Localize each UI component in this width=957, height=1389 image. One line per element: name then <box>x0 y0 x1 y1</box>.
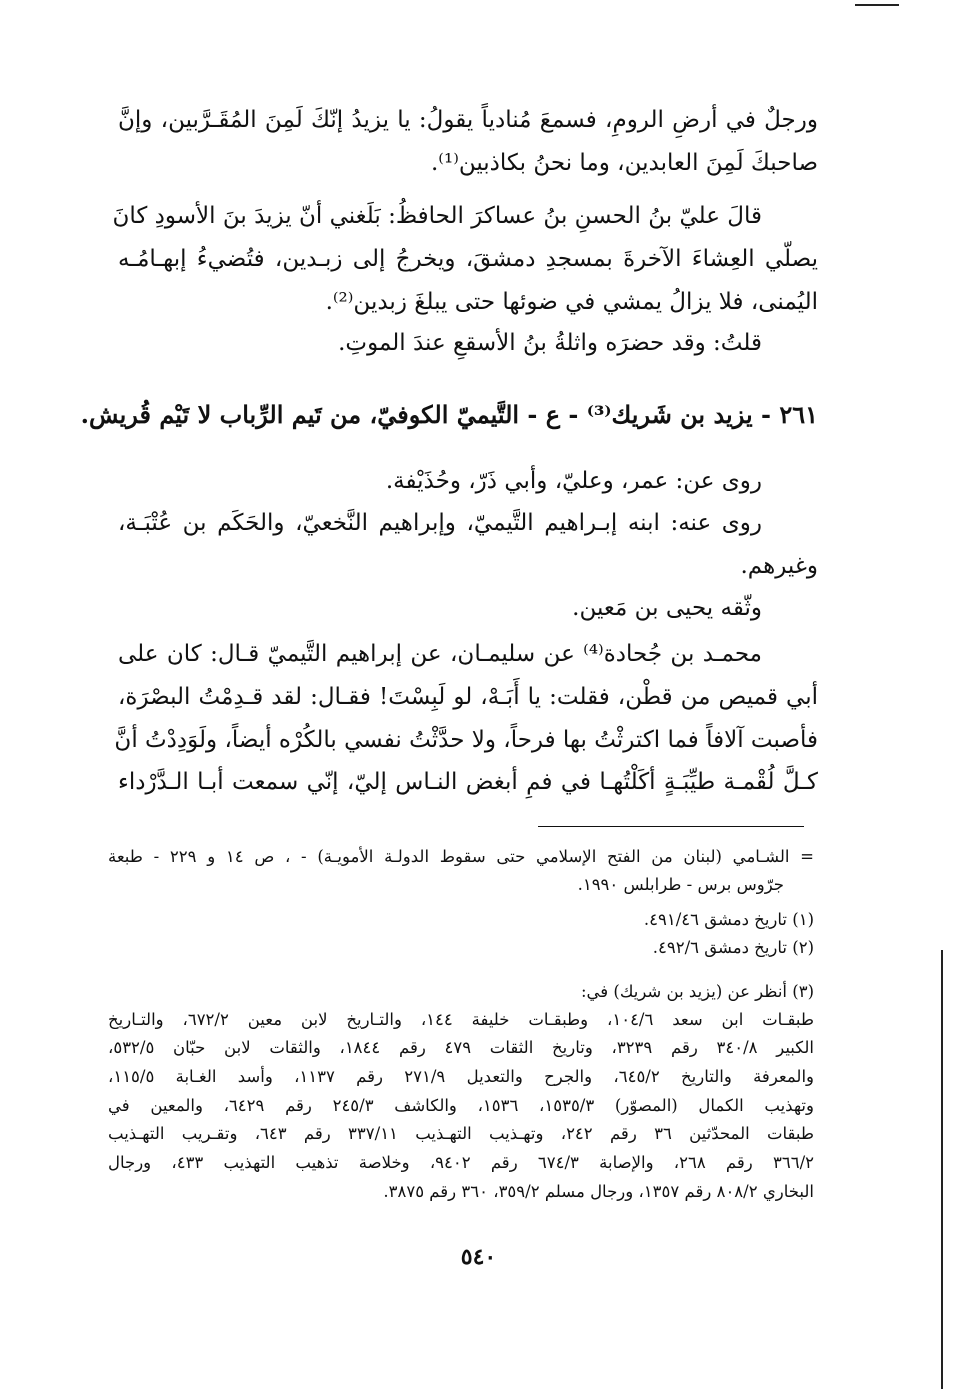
entry-line: روى عن: عمر، وعليّ، وأبي ذَرّ، وحُذَيْفة. <box>385 468 762 494</box>
footnote-line: جرّوس برس - طرابلس ١٩٩٠. <box>577 875 784 894</box>
body-line: قلتُ: وقد حضرَه واثلةُ بنُ الأسقعِ عندَ الموتِ. <box>338 330 762 356</box>
entry-line: محمـد بن جُحادة⁽⁴⁾ عن سليمـان، عن إبراهيم التَّيميّ قـال: كان على <box>118 641 762 667</box>
footnote-line: = الشـامي (لبنان من الفتح الإسلامي حتى سقوط الدولـة الأمويـة) - ، ص ١٤ و ٢٢٩ - طبعة <box>108 847 815 866</box>
entry-line: كـلَّ لُقْمـة طيِّبَـةٍ أكَلْتُهـا في فمِ أبغض النـاس إليّ، إنّي سمعت أبـا الـدَّرْداء <box>118 769 818 795</box>
footnote-line: طبقات المحدّثين ٣٦ رقم ٢٤٢، وتهـذيب التهـذيب ٣٣٧/١١ رقم ٦٤٣، وتقـريب التهـذيب <box>108 1124 815 1143</box>
body-line: يصلّي العِشاءَ الآخرةَ بمسجدِ دمشقَ، ويخرجُ إلى زبـدين، فتُضيءُ إبهـامُـه <box>118 246 818 272</box>
entry-line: وغيرهم. <box>740 553 818 579</box>
footnote-line: طبقـات ابن سعد ١٠٤/٦، وطبقـات خليفة ١٤٤، والتـاريخ لابن معين ٦٧٢/٢، والتـاريخ <box>108 1010 814 1029</box>
page-number: ٥٤٠ <box>460 1244 497 1270</box>
footnote-line: الكبير ٣٤٠/٨ رقم ٣٢٣٩، وتاريخ الثقات ٤٧٩ رقم ١٨٤٤، والثقات لابن حبّان ٥٣٢/٥، <box>108 1038 814 1057</box>
footnote-line: (٢) تاريخ دمشق ٤٩٢/٦. <box>652 938 814 957</box>
footnote-line: ٣٦٦/٢ رقم ٢٦٨، والإصابة ٦٧٤/٣ رقم ٩٤٠٢، وخلاصة تذهيب التهذيب ٤٣٣، ورجال <box>108 1153 814 1172</box>
entry-line: وثّقه يحيى بن مَعين. <box>572 595 762 621</box>
body-line: اليُمنى، فلا يزالُ يمشي في ضوئها حتى يبلغَ زبدين⁽²⁾. <box>325 289 818 315</box>
body-line: ورجلٌ في أرضِ الرومِ، فسمعَ مُنادياً يقولُ: يا يزيدُ إنّكَ لَمِنَ المُقَـرَّبين، وإنَّ <box>118 107 818 133</box>
entry-heading: ٢٦١ - يزيد بن شَريك⁽³⁾ - ع - التَّيميّ الكوفيّ، من تَيم الرِّباب لا تَيْم قُريش. <box>80 400 818 429</box>
top-decorative-rule <box>855 4 899 6</box>
body-line: صاحبكَ لَمِنَ العابدين، وما نحنُ بكاذبين⁽¹⁾. <box>430 150 818 176</box>
body-line: قالَ عليّ بنُ الحسنِ بنُ عساكرَ الحافظُ: بَلَغني أنّ يزيدَ بنَ الأسودِ كانَ <box>112 203 762 229</box>
entry-line: فأصبت آلافاً فما اكترثْتُ بها فرحاً، ولا حدَّثْتُ نفسي بالكُرْه أيضاً، ولَوَدِدْتُ أنَّ <box>114 727 818 753</box>
footnote-line: والمعرفة والتاريخ ٦٤٥/٢، والجرح والتعديل ٢٧١/٩ رقم ١١٣٧، وأسد الغـابة ١١٥/٥، <box>108 1067 815 1086</box>
entry-line: روى عنه: ابنه إبـراهيم التَّيميّ، وإبراهيم النَّخعيّ، والحَكَم بن عُتْبَـة، <box>118 510 762 536</box>
footnote-line: وتهذيب الكمال (المصوّر) ١٥٣٥/٣، ١٥٣٦، والكاشف ٢٤٥/٣ رقم ٦٤٢٩، والمعين في <box>108 1096 814 1115</box>
entry-line: أبي قميص من قطْن، فقلت: يا أَبَـهْ، لو لَبِسْتَ! فقـال: لقد قـدِمْتُ البصْرَة، <box>118 684 818 710</box>
footnote-separator <box>538 826 804 827</box>
footnote-line: (١) تاريخ دمشق ٤٩١/٤٦. <box>643 910 814 929</box>
scan-edge-line <box>941 950 943 1389</box>
footnote-line: البخاري ٨٠٨/٢ رقم ١٣٥٧، ورجال مسلم ٣٥٩/٢، ٣٦٠ رقم ٣٨٧٥. <box>383 1182 814 1201</box>
footnote-line: (٣) أنظر عن (يزيد بن شريك) في: <box>580 982 814 1001</box>
